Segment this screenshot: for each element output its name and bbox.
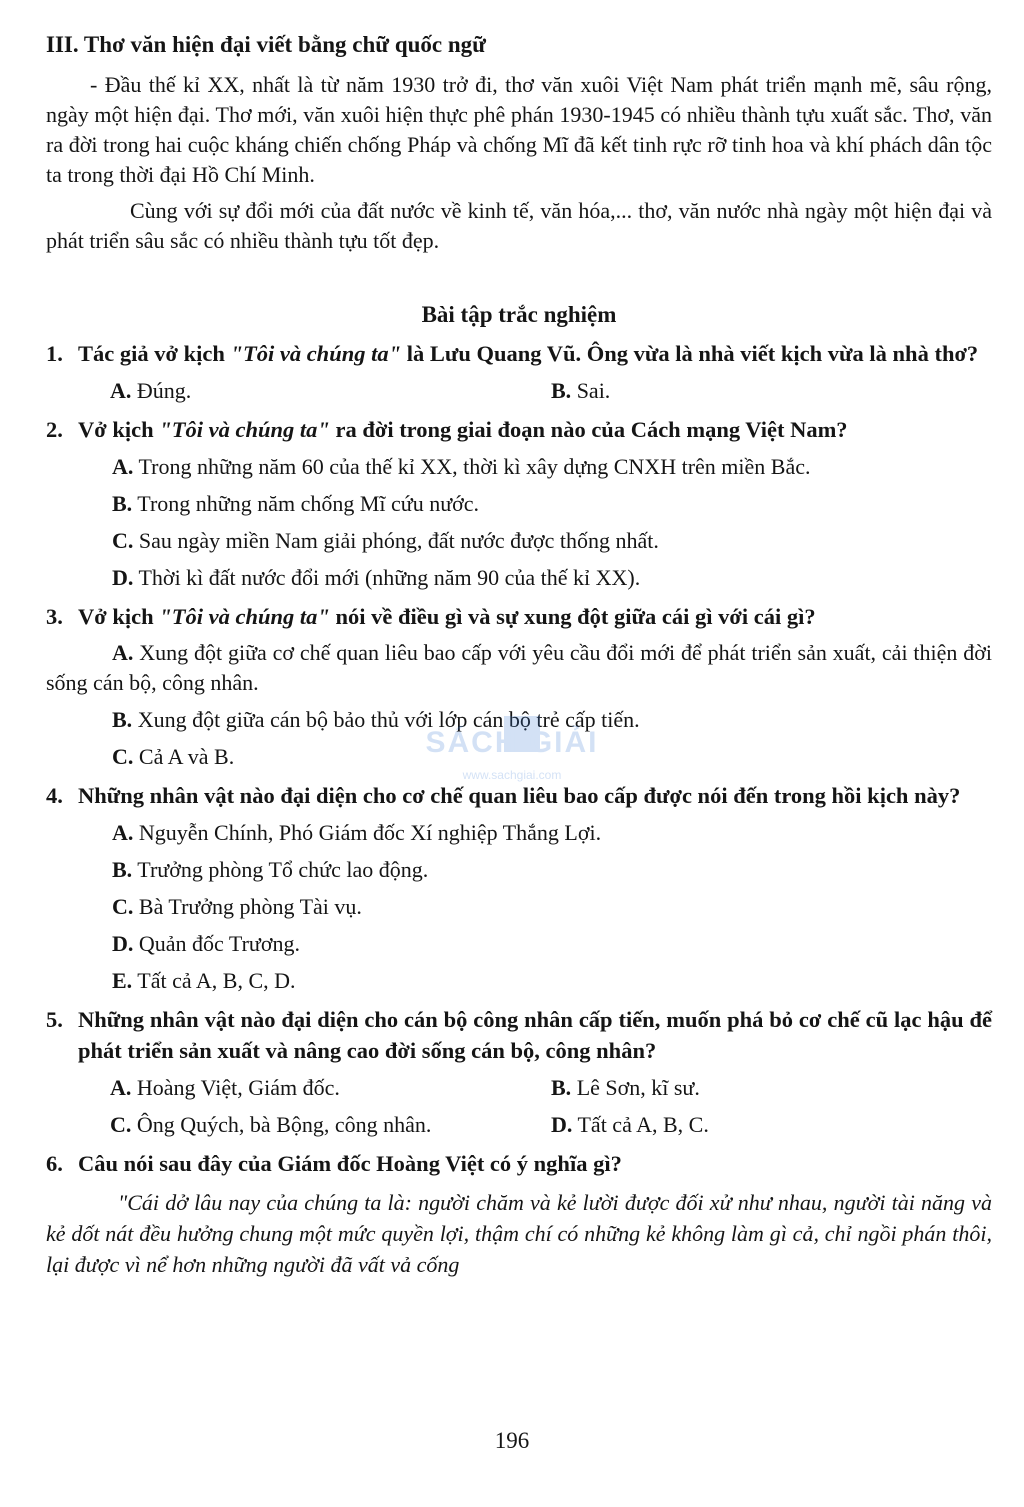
question-text: Câu nói sau đây của Giám đốc Hoàng Việt có ý nghĩa gì?: [78, 1151, 622, 1176]
answer-row: [110, 376, 992, 406]
option-text: Tất cả A, B, C, D.: [132, 968, 296, 993]
question-text: Những nhân vật nào đại diện cho cơ chế quan liêu bao cấp được nói đến trong hồi kịch này?: [78, 783, 961, 808]
question-text: [78, 338, 992, 369]
answer-option-b: [551, 376, 992, 406]
option-letter: E.: [112, 968, 133, 993]
option-text: Ông Quých, bà Bộng, công nhân.: [131, 1112, 432, 1137]
option-letter: C.: [110, 1112, 132, 1137]
watermark-url: www.sachgiai.com: [462, 768, 562, 782]
option-letter: C.: [112, 528, 134, 553]
section-paragraph-2: Cùng với sự đổi mới của đất nước về kinh tế, văn hóa,... thơ, văn nước nhà ngày một hiện đại và phát triển sâu sắc có nhiều thành tựu tốt đẹp.: [46, 198, 992, 253]
question-number: 6.: [46, 1151, 63, 1176]
option-text: Quản đốc Trương.: [133, 931, 300, 956]
option-text: Tất cả A, B, C.: [572, 1112, 709, 1137]
question-text: [78, 414, 992, 445]
option-letter: B.: [551, 1075, 572, 1100]
quote-text: "Cái dở lâu nay của chúng ta là: người chăm và kẻ lười được đối xử như nhau, người tài năng và kẻ dốt nát đều hưởng chung một mức quyền lợi, thậm chí có những kẻ không làm gì cả, chỉ ngồi phán thôi, lại được vì nể hơn những người đã vất vả cống: [46, 1190, 992, 1277]
answer-option-c: [112, 526, 992, 556]
answer-row: [110, 1073, 992, 1103]
answer-option-b: [112, 855, 992, 885]
question-5: [46, 1004, 992, 1066]
section-paragraph-1: - Đầu thế kỉ XX, nhất là từ năm 1930 trở đi, thơ văn xuôi Việt Nam phát triển mạnh mẽ, sâu rộng, ngày một hiện đại. Thơ mới, văn xuôi hiện thực phê phán 1930-1945 có nhiều thành tựu xuất sắc. Thơ, văn ra đời trong hai cuộc kháng chiến chống Pháp và chống Mĩ đã kết tinh rực rỡ tinh hoa và khí phách dân tộc ta trong thời đại Hồ Chí Minh.: [46, 72, 992, 187]
play-title: "Tôi và chúng ta": [230, 341, 402, 366]
watermark-text: SÁCH GIẢI: [425, 726, 599, 759]
answer-option-a: [112, 452, 992, 482]
option-letter: A.: [112, 640, 134, 665]
play-title: "Tôi và chúng ta": [159, 604, 330, 629]
answer-option-c: [110, 1110, 551, 1140]
question-text: Những nhân vật nào đại diện cho cán bộ công nhân cấp tiến, muốn phá bỏ cơ chế cũ lạc hậu để phát triển sản xuất và nâng cao đời sống cán bộ, công nhân?: [78, 1007, 992, 1063]
option-letter: A.: [110, 378, 132, 403]
answer-option-b: [112, 489, 992, 519]
option-text: Trong những năm 60 của thế kỉ XX, thời kì xây dựng CNXH trên miền Bắc.: [133, 454, 811, 479]
question-1: [46, 338, 992, 369]
option-letter: B.: [112, 491, 133, 516]
question-text-part: nói về điều gì và sự xung đột giữa cái gì với cái gì?: [329, 604, 816, 629]
option-text: Trưởng phòng Tổ chức lao động.: [132, 857, 429, 882]
option-text: Xung đột giữa cán bộ bảo thủ với lớp cán bộ trẻ cấp tiến.: [132, 707, 640, 732]
question-text-part: là Lưu Quang Vũ. Ông vừa là nhà viết kịch vừa là nhà thơ?: [401, 341, 979, 366]
option-text: Sai.: [571, 378, 611, 403]
option-letter: B.: [551, 378, 572, 403]
question-number: 3.: [46, 604, 63, 629]
question-text-part: ra đời trong giai đoạn nào của Cách mạng Việt Nam?: [329, 417, 848, 442]
answer-option-c: [112, 742, 992, 772]
option-text: Hoàng Việt, Giám đốc.: [131, 1075, 340, 1100]
option-letter: C.: [112, 744, 134, 769]
question-text: [78, 601, 992, 632]
question-6: [46, 1148, 992, 1179]
answer-option-b: [112, 705, 992, 735]
question-text-part: Vở kịch: [78, 604, 160, 629]
question-text-part: Vở kịch: [78, 417, 160, 442]
option-letter: A.: [112, 820, 134, 845]
question-4: [46, 780, 992, 811]
option-letter: D.: [551, 1112, 573, 1137]
question-number: 1.: [46, 341, 63, 366]
option-letter: A.: [110, 1075, 132, 1100]
document-page: [46, 30, 992, 1280]
answer-option-d: [112, 563, 992, 593]
question-3: [46, 601, 992, 632]
answer-option-a: [110, 376, 551, 406]
option-letter: C.: [112, 894, 134, 919]
answer-option-d: [112, 929, 992, 959]
option-letter: A.: [112, 454, 134, 479]
option-text: Sau ngày miền Nam giải phóng, đất nước được thống nhất.: [133, 528, 659, 553]
option-text: Xung đột giữa cơ chế quan liêu bao cấp với yêu cầu đổi mới để phát triển sản xuất, cải thiện đời sống cán bộ, công nhân.: [46, 640, 992, 695]
question-number: 5.: [46, 1007, 63, 1032]
section-title: III. Thơ văn hiện đại viết bằng chữ quốc ngữ: [46, 32, 486, 57]
answer-option-a: [112, 818, 992, 848]
answer-option-e: [112, 966, 992, 996]
exercise-title: Bài tập trắc nghiệm: [421, 302, 617, 327]
play-title: "Tôi và chúng ta": [159, 417, 330, 442]
option-text: Thời kì đất nước đổi mới (những năm 90 của thế kỉ XX).: [133, 565, 641, 590]
option-text: Nguyễn Chính, Phó Giám đốc Xí nghiệp Thắng Lợi.: [133, 820, 602, 845]
option-letter: D.: [112, 931, 134, 956]
question-number: 2.: [46, 417, 63, 442]
question-text-part: Tác giả vở kịch: [78, 341, 231, 366]
option-text: Đúng.: [131, 378, 192, 403]
page-number: 196: [494, 1428, 530, 1453]
answer-row: [110, 1110, 992, 1140]
option-text: Trong những năm chống Mĩ cứu nước.: [132, 491, 480, 516]
question-2: [46, 414, 992, 445]
question-number: 4.: [46, 783, 63, 808]
answer-option-d: [551, 1110, 992, 1140]
answer-option-a: [46, 638, 992, 698]
option-letter: D.: [112, 565, 134, 590]
option-text: Lê Sơn, kĩ sư.: [571, 1075, 700, 1100]
answer-option-b: [551, 1073, 992, 1103]
answer-option-a: [110, 1073, 551, 1103]
option-letter: B.: [112, 857, 133, 882]
option-text: Cả A và B.: [133, 744, 235, 769]
option-letter: B.: [112, 707, 133, 732]
answer-option-c: [112, 892, 992, 922]
option-text: Bà Trưởng phòng Tài vụ.: [133, 894, 362, 919]
